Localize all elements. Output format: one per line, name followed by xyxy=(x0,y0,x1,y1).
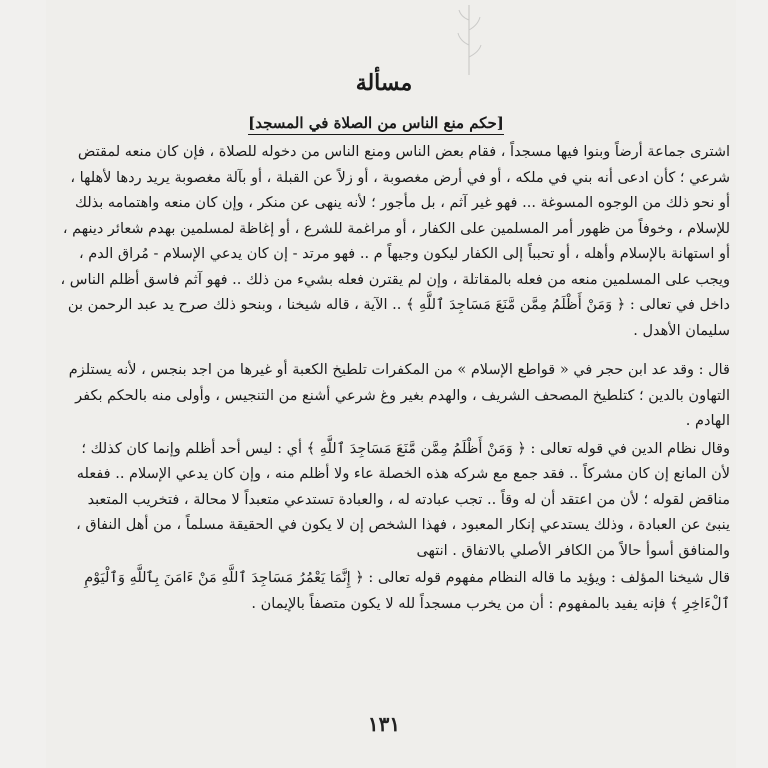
paragraph: قال شيخنا المؤلف : ويؤيد ما قاله النظام مفهوم قوله تعالى : ﴿ إِنَّمَا يَعْمُرُ مَسَاجِدَ ٱللَّهِ مَنْ ءَامَنَ بِٱللَّهِ وَٱلْيَوْمِ ٱلْءَاخِرِ ﴾ فإنه يفيد بالمفهوم : أن من يخرب مسجداً لله لا يكون متصفاً بالإيمان . xyxy=(84,570,730,612)
paragraph: وقال نظام الدين في قوله تعالى : ﴿ وَمَنْ أَظْلَمُ مِمَّن مَّنَعَ مَسَاجِدَ ٱللَّهِ ﴾ أي : ليس أحد أظلم وإنما كان كذلك ؛ لأن المانع إن كان مشركاً .. فقد جمع مع شركه هذه الخصلة عاء ولا أظلم منه ، وإن كان يدعي الإسلام .. ففعله مناقض لقوله ؛ لأن من اعتقد أن له وقاً .. تجب عبادته له ، والعبادة تستدعي متعبداً لا محالة ، فتخريب المتعبد ينبئ عن العبادة ، وذلك يستدعي إنكار المعبود ، فهذا الشخص إن لا يكون في الحقيقة مسلماً ، من أهل النفاق ، والمنافق أسوأ حالاً من الكافر الأصلي بالاتفاق . انتهى xyxy=(76,440,730,559)
paragraph: قال : وقد عد ابن حجر في « قواطع الإسلام » من المكفرات تلطيخ الكعبة أو غيرها من اجد بنجس ، لأنه يستلزم التهاون بالدين ؛ كتلطيخ المصحف الشريف ، والهدم بغير وغ شرعي أشنع من التنجيس ، وأولى منه بالحكم بكفر الهادم . xyxy=(68,362,730,429)
section-heading: مسألة xyxy=(355,70,413,96)
page-number: ١٣١ xyxy=(367,712,401,736)
body-text xyxy=(60,140,730,619)
subheading-container xyxy=(160,113,592,135)
pressed-flower-icon xyxy=(456,5,482,75)
paragraph: اشترى جماعة أرضاً وبنوا فيها مسجداً ، فقام بعض الناس ومنع الناس من دخوله للصلاة ، فإن كان منعه لمقتض شرعي ؛ كأن ادعى أنه بني في ملكه ، أو في أرض مغصوبة ، أو زلاً عن القبلة ، أو بآلة مغصوبة يريد ردها لأهلها ، أو نحو ذلك من الوجوه المسوغة ... فهو غير آثم ، بل مأجور ؛ لأنه ينهى عن منكر ، وإن كان منعه واهتمامه بذلك للإسلام ، وخوفاً من ظهور أمر المسلمين على الكفار ، أو مراغمة للشرع ، أو إغاظة لمسلمين بهدم شعائر دينهم ، أو استهانة بالإسلام وأهله ، أو تحبباً إلى الكفار ليكون وجيهاً م .. فهو مرتد - إن كان يدعي الإسلام - مُراق الدم ، ويجب على المسلمين منعه من فعله بالمقاتلة ، وإن لم يقترن فعله بشيء من ذلك .. فهو آثم فاسق أظلم الناس ، داخل في تعالى : ﴿ وَمَنْ أَظْلَمُ مِمَّن مَّنَعَ مَسَاجِدَ ٱللَّهِ ﴾ .. الآية ، قاله شيخنا ، وبنحو ذلك صرح يد عبد الرحمن بن سليمان الأهدل . xyxy=(60,144,730,339)
section-subheading: [حكم منع الناس من الصلاة في المسجد] xyxy=(248,114,504,135)
